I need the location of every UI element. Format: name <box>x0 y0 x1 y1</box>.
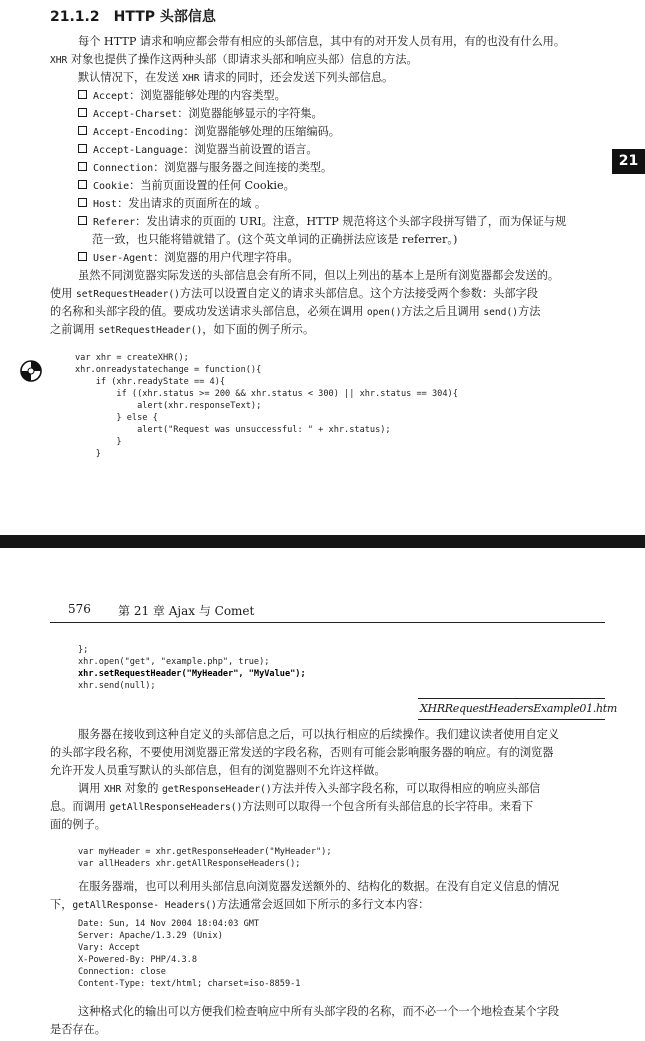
paragraph-5-line-1: 调用 XHR 对象的 getResponseHeader()方法并传入头部字段名称，可以取得相应的响应头部信 <box>78 782 541 795</box>
paragraph-1-line-2: XHR 对象也提供了操作这两种头部（即请求头部和响应头部）信息的方法。 <box>50 53 418 66</box>
code-line: } <box>75 437 122 447</box>
book-page-lower <box>0 548 645 1041</box>
paragraph-4-line-3: 允许开发人员重写默认的头部信息，但有的浏览器则不允许这样做。 <box>50 764 386 777</box>
code-listing-1 <box>75 352 458 460</box>
running-header <box>50 600 605 623</box>
header-list-item: Accept-Charset：浏览器能够显示的字符集。 <box>78 105 323 124</box>
header-list-item: Accept-Encoding：浏览器能够处理的压缩编码。 <box>78 123 340 142</box>
code-line: alert(xhr.responseText); <box>75 401 262 411</box>
paragraph-1-line-1: 每个 HTTP 请求和响应都会带有相应的头部信息，其中有的对开发人员有用，有的也没有什么用。 <box>78 35 566 48</box>
code-line: var allHeaders xhr.getAllResponseHeaders(); <box>78 859 301 869</box>
paragraph-3-line-2: 使用 setRequestHeader()方法可以设置自定义的请求头部信息。这个方法接受两个参数：头部字段 <box>50 287 538 300</box>
checkbox-bullet-icon <box>78 108 87 117</box>
header-list-item: Host：发出请求的页面所在的域 。 <box>78 195 266 214</box>
code-line: var myHeader = xhr.getResponseHeader("MyHeader"); <box>78 847 332 857</box>
code-line: xhr.open("get", "example.php", true); <box>78 657 270 667</box>
paragraph-6-line-2: 下，getAllResponse- Headers()方法通常会返回如下所示的多行文本内容： <box>50 898 430 911</box>
code-line: if (xhr.readyState == 4){ <box>75 377 226 387</box>
checkbox-bullet-icon <box>78 90 87 99</box>
checkbox-bullet-icon <box>78 144 87 153</box>
code-line: Date: Sun, 14 Nov 2004 18:04:03 GMT <box>78 919 260 929</box>
header-list-item: Connection：浏览器与服务器之间连接的类型。 <box>78 159 332 178</box>
referer-continuation: 范一致，也只能将错就错了。(这个英文单词的正确拼法应该是 referrer。) <box>92 233 458 246</box>
paragraph-7-line-2: 是否存在。 <box>50 1023 106 1036</box>
section-number: 21.1.2 <box>50 9 100 25</box>
header-list-item: Accept-Language：浏览器当前设置的语言。 <box>78 141 318 160</box>
code-line: }; <box>78 645 89 655</box>
header-list-item: Referer：发出请求的页面的 URI。注意，HTTP 规范将这个头部字段拼写错了，而为保证与规 <box>78 213 566 232</box>
header-list-item: Cookie：当前页面设置的任何 Cookie。 <box>78 177 295 196</box>
example-filename: XHRRequestHeadersExample01.htm <box>420 702 618 715</box>
paragraph-3-line-1: 虽然不同浏览器实际发送的头部信息会有所不同，但以上列出的基本上是所有浏览器都会发送的。 <box>78 269 560 282</box>
caption-rule-top <box>418 698 605 699</box>
checkbox-bullet-icon <box>78 252 87 261</box>
section-heading <box>50 6 216 26</box>
checkbox-bullet-icon <box>78 126 87 135</box>
code-line: alert("Request was unsuccessful: " + xhr.status); <box>75 425 391 435</box>
paragraph-5-line-2: 息。而调用 getAllResponseHeaders()方法则可以取得一个包含所有头部信息的长字符串。来看下 <box>50 800 534 813</box>
code-line: } <box>75 449 101 459</box>
paragraph-3-line-3: 的名称和头部字段的值。要成功发送请求头部信息，必须在调用 open()方法之后且调用 send()方法 <box>50 305 541 318</box>
code-line: Connection: close <box>78 967 166 977</box>
checkbox-bullet-icon <box>78 216 87 225</box>
code-line: Server: Apache/1.3.29 (Unix) <box>78 931 223 941</box>
code-line: } else { <box>75 413 158 423</box>
checkbox-bullet-icon <box>78 198 87 207</box>
code-listing-4 <box>78 918 300 990</box>
code-listing-3 <box>78 846 332 870</box>
header-list-item: User-Agent：浏览器的用户代理字符串。 <box>78 249 299 268</box>
checkbox-bullet-icon <box>78 162 87 171</box>
code-line: xhr.setRequestHeader("MyHeader", "MyValue"); <box>78 669 306 679</box>
code-line: var xhr = createXHR(); <box>75 353 189 363</box>
header-list-item: Accept：浏览器能够处理的内容类型。 <box>78 87 286 106</box>
code-line: Content-Type: text/html; charset=iso-8859-1 <box>78 979 301 989</box>
code-line: xhr.onreadystatechange = function(){ <box>75 365 262 375</box>
paragraph-7-line-1: 这种格式化的输出可以方便我们检查响应中所有头部字段的名称，而不必一个一个地检查某个字段 <box>78 1005 560 1018</box>
chapter-label: 第 21 章 Ajax 与 Comet <box>118 604 255 618</box>
code-line: xhr.send(null); <box>78 681 156 691</box>
code-listing-2 <box>78 644 306 692</box>
paragraph-2: 默认情况下，在发送 XHR 请求的同时，还会发送下列头部信息。 <box>78 71 394 84</box>
code-line: Vary: Accept <box>78 943 141 953</box>
paragraph-6-line-1: 在服务器端，也可以利用头部信息向浏览器发送额外的、结构化的数据。在没有自定义信息的情况 <box>78 880 560 893</box>
cd-disc-icon <box>20 360 42 382</box>
code-line: if ((xhr.status >= 200 && xhr.status < 300) || xhr.status == 304){ <box>75 389 458 399</box>
page-divider <box>0 535 645 548</box>
paragraph-3-line-4: 之前调用 setRequestHeader()，如下面的例子所示。 <box>50 323 315 336</box>
section-title: HTTP 头部信息 <box>113 9 216 25</box>
checkbox-bullet-icon <box>78 180 87 189</box>
chapter-tab: 21 <box>612 149 645 174</box>
code-line: X-Powered-By: PHP/4.3.8 <box>78 955 197 965</box>
paragraph-4-line-2: 的头部字段名称，不要使用浏览器正常发送的字段名称，否则有可能会影响服务器的响应。有的浏览器 <box>50 746 554 759</box>
page-number: 576 <box>68 602 91 616</box>
paragraph-5-line-3: 面的例子。 <box>50 818 106 831</box>
paragraph-4-line-1: 服务器在接收到这种自定义的头部信息之后，可以执行相应的后续操作。我们建议读者使用自定义 <box>78 728 560 741</box>
caption-rule-bottom <box>418 719 605 720</box>
